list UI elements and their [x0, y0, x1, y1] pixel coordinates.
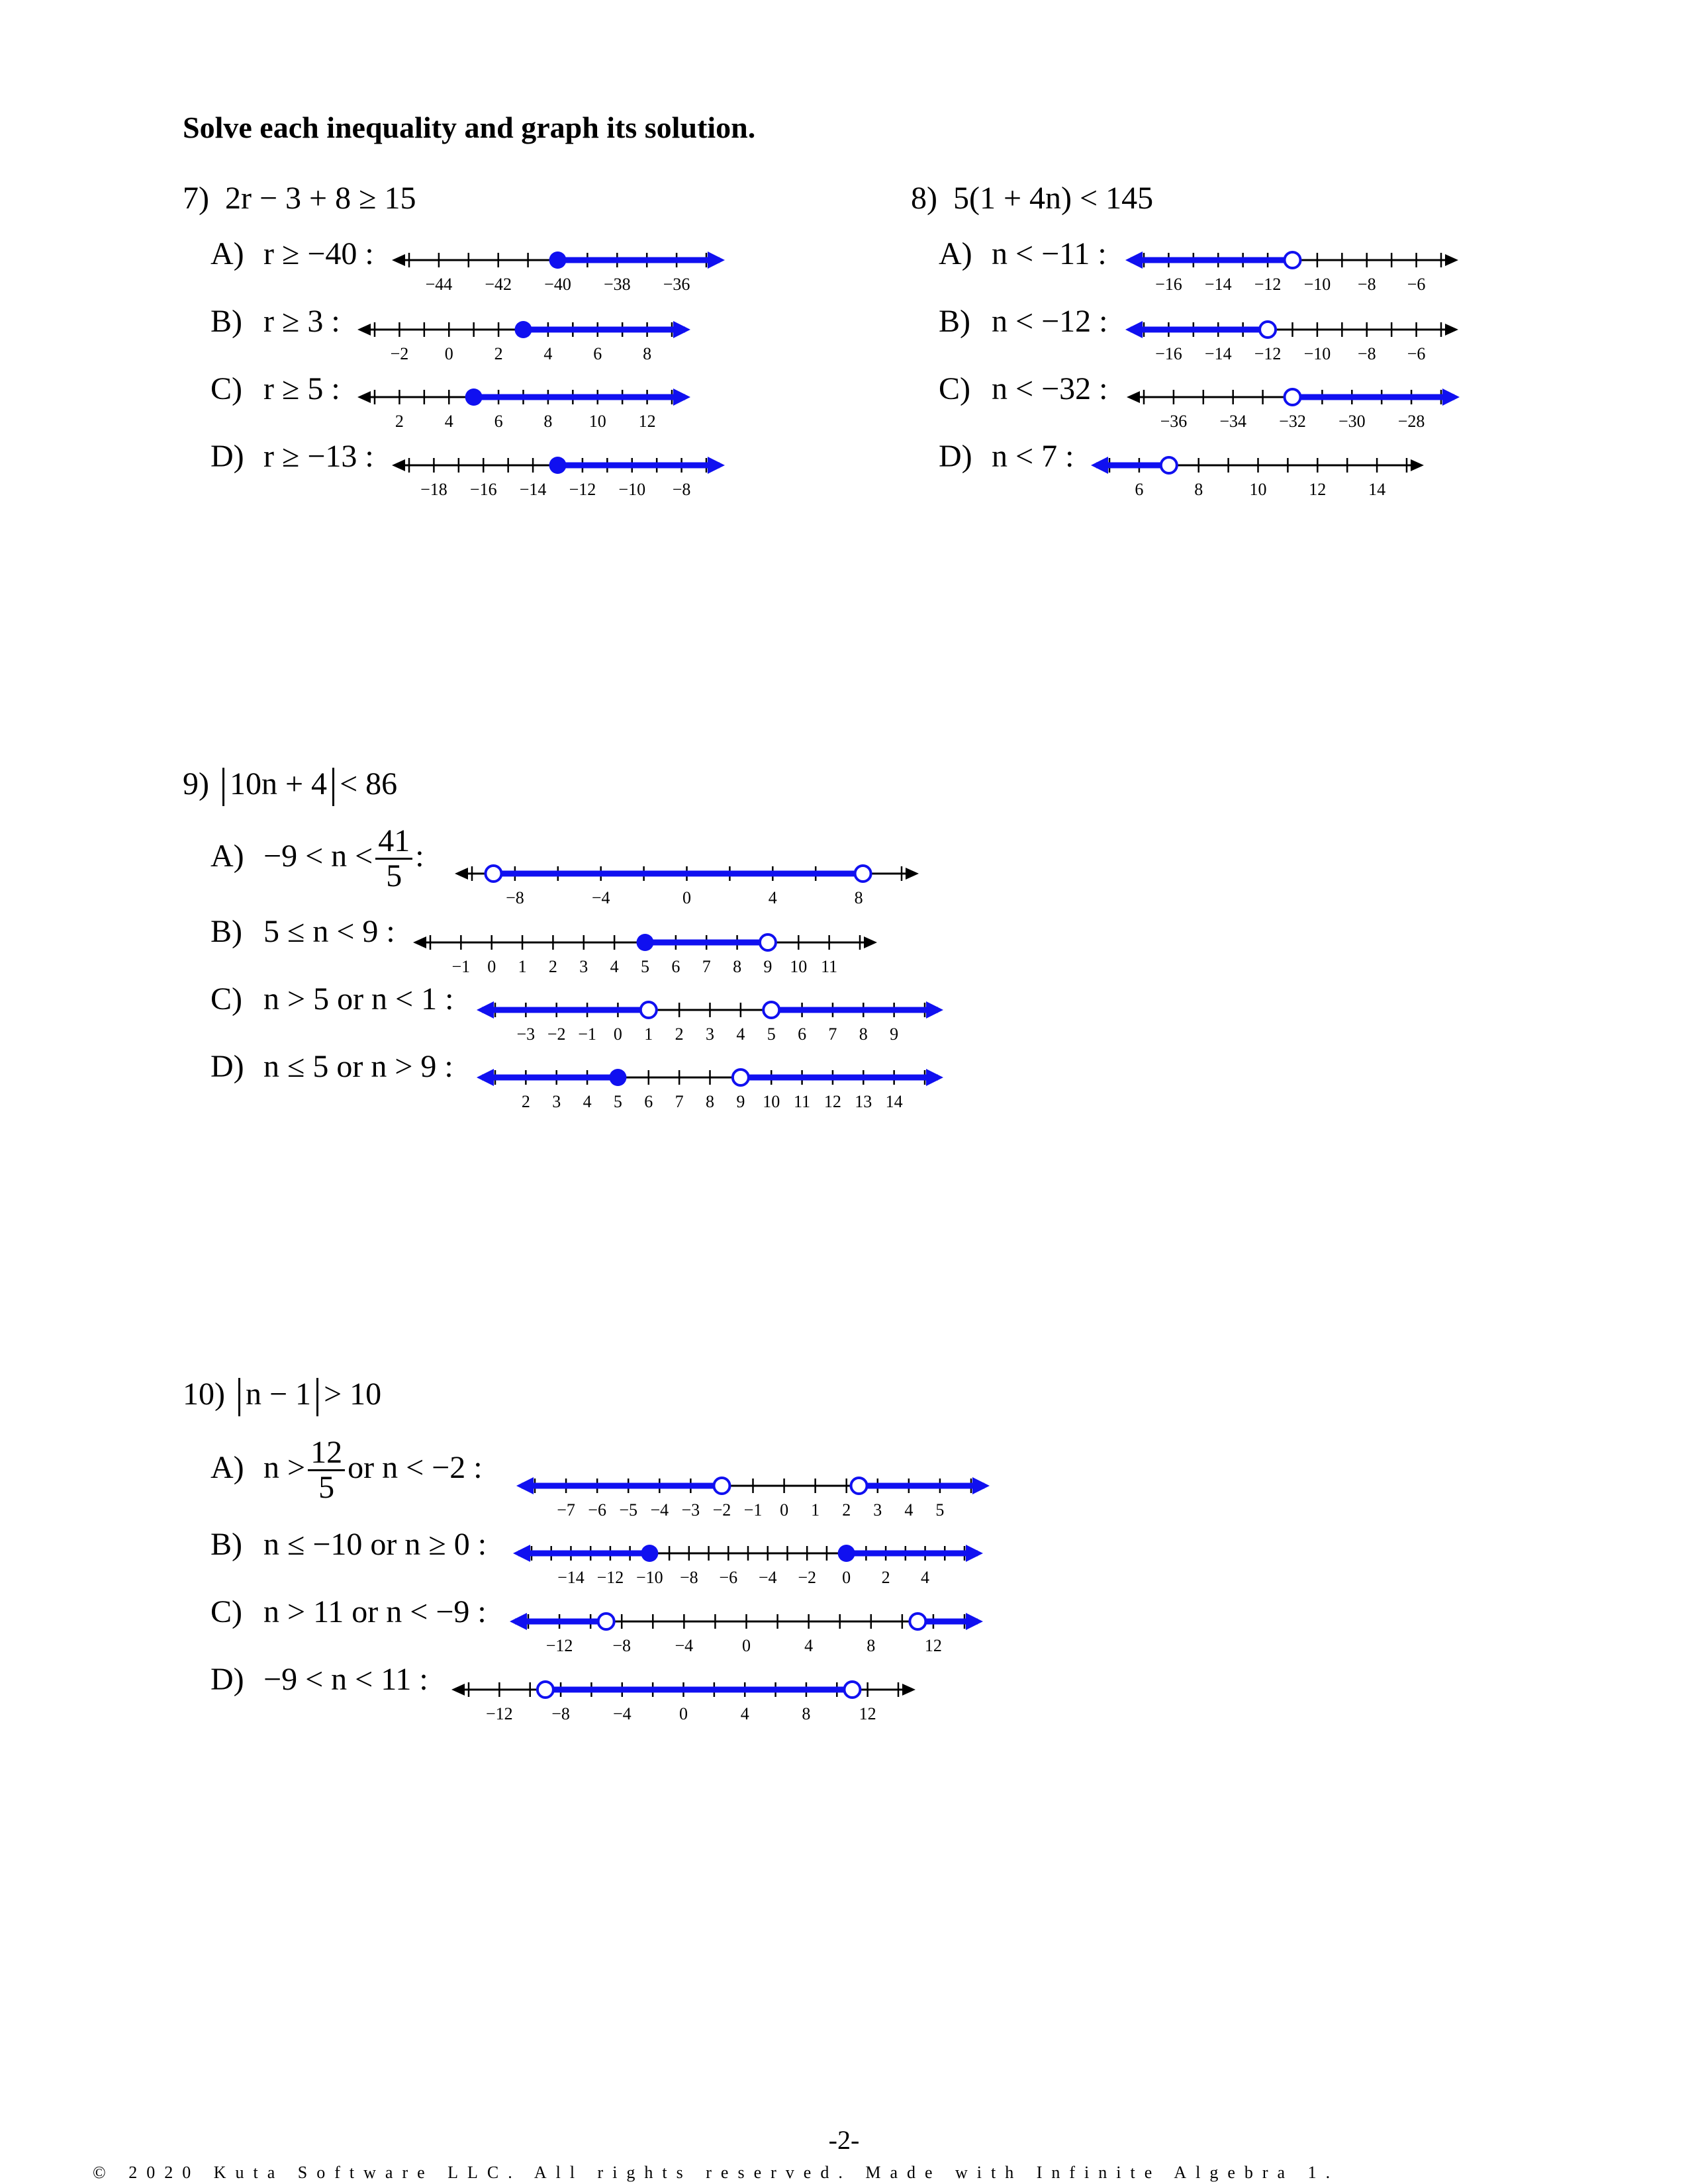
tick-label: 9: [763, 957, 773, 976]
closed-endpoint: [609, 1069, 626, 1086]
tick-label: 4: [804, 1636, 814, 1655]
tick-label: 6: [644, 1092, 653, 1111]
tick-label: −2: [712, 1500, 731, 1520]
right-arrow-icon: [966, 1545, 983, 1562]
choice-answer: n < −32 :: [992, 371, 1108, 406]
choice-10b: [211, 1529, 487, 1561]
choice-7b: [211, 306, 340, 338]
tick-label: 6: [593, 344, 602, 363]
choice-label: B): [211, 1527, 242, 1562]
tick-label: 1: [518, 957, 527, 976]
tick-label: −44: [425, 275, 453, 294]
tick-label: −4: [612, 1704, 632, 1723]
tick-label: 5: [641, 957, 649, 976]
tick-label: 0: [780, 1500, 789, 1520]
right-arrow-icon: [1445, 324, 1458, 336]
tick-label: 12: [823, 1092, 841, 1111]
choice-7a: [211, 238, 374, 270]
tick-label: −12: [569, 480, 596, 499]
choice-label: D): [939, 439, 972, 474]
tick-label: −3: [681, 1500, 700, 1520]
choice-10d: [211, 1664, 428, 1696]
open-endpoint: [538, 1682, 553, 1698]
number-line-7c: [356, 381, 690, 431]
open-endpoint: [1285, 389, 1301, 405]
tick-label: 0: [444, 344, 453, 363]
tick-label: 8: [867, 1636, 876, 1655]
problem-expression: 2r − 3 + 8 ≥ 15: [224, 181, 416, 216]
tick-label: 1: [811, 1500, 820, 1520]
choice-answer-tail: :: [415, 838, 424, 874]
choice-9c: [211, 983, 453, 1015]
number-line-8c: [1125, 381, 1460, 431]
choice-answer: r ≥ 3 :: [263, 304, 340, 339]
tick-label: 6: [798, 1024, 807, 1044]
choice-label: D): [211, 1049, 244, 1084]
choice-label: C): [939, 371, 970, 406]
right-arrow-icon: [708, 457, 725, 474]
tick-label: −10: [1303, 275, 1331, 294]
page-number: -2-: [828, 2125, 860, 2155]
tick-label: 0: [682, 888, 691, 907]
tick-label: 3: [552, 1092, 561, 1111]
right-arrow-icon: [902, 1684, 915, 1696]
tick-label: −40: [544, 275, 571, 294]
tick-label: 5: [613, 1092, 622, 1111]
tick-label: 9: [890, 1024, 899, 1044]
choice-9a: [211, 825, 424, 893]
choice-answer-tail: or n < −2 :: [348, 1449, 483, 1485]
choice-label: B): [211, 304, 242, 339]
tick-label: 2: [395, 412, 404, 431]
problem-9: [183, 768, 397, 806]
tick-label: −2: [547, 1024, 566, 1044]
choice-label: A): [939, 236, 972, 271]
open-endpoint: [910, 1614, 925, 1629]
tick-label: 10: [1249, 480, 1267, 499]
tick-label: 5: [935, 1500, 945, 1520]
choice-answer: n >: [263, 1449, 306, 1485]
tick-label: −8: [1357, 344, 1376, 363]
left-arrow-icon: [413, 936, 426, 948]
tick-label: 0: [613, 1024, 622, 1044]
closed-endpoint: [515, 321, 532, 338]
number-line-7a: [391, 244, 725, 294]
left-arrow-icon: [1091, 457, 1108, 474]
number-line-10b: [513, 1537, 983, 1587]
tick-label: 4: [921, 1568, 930, 1587]
problem-10: [183, 1378, 381, 1416]
fraction: [308, 1436, 345, 1505]
tick-label: 11: [794, 1092, 811, 1111]
tick-label: −36: [1160, 412, 1188, 431]
tick-label: −18: [420, 480, 447, 499]
right-arrow-icon: [1445, 254, 1458, 266]
problem-number: 7): [183, 181, 209, 216]
open-endpoint: [760, 934, 776, 950]
choice-answer: n > 11 or n < −9 :: [263, 1594, 487, 1629]
fraction-numerator: 12: [308, 1436, 345, 1471]
tick-label: 8: [733, 957, 742, 976]
tick-label: 14: [885, 1092, 903, 1111]
problem-rhs: > 10: [324, 1377, 382, 1412]
left-arrow-icon: [516, 1477, 534, 1494]
tick-label: −4: [675, 1636, 694, 1655]
problem-expression: 5(1 + 4n) < 145: [953, 181, 1154, 216]
tick-label: 12: [638, 412, 656, 431]
open-endpoint: [851, 1478, 867, 1494]
tick-label: −12: [1254, 344, 1282, 363]
absolute-value-bar: [222, 768, 224, 806]
open-endpoint: [855, 866, 871, 882]
open-endpoint: [641, 1002, 657, 1018]
right-arrow-icon: [708, 251, 725, 269]
tick-label: 2: [494, 344, 503, 363]
tick-label: 6: [494, 412, 503, 431]
number-line-9d: [477, 1061, 943, 1111]
choice-7c: [211, 373, 340, 405]
choice-label: D): [211, 1662, 244, 1697]
left-arrow-icon: [513, 1545, 530, 1562]
tick-label: 4: [904, 1500, 914, 1520]
choice-answer: r ≥ 5 :: [263, 371, 340, 406]
choice-answer: n > 5 or n < 1 :: [263, 981, 454, 1017]
tick-label: −6: [1407, 275, 1426, 294]
fraction-denominator: 5: [318, 1470, 335, 1506]
tick-label: 2: [881, 1568, 890, 1587]
choice-8a: [939, 238, 1107, 270]
open-endpoint: [733, 1069, 749, 1085]
choice-answer: n < −11 :: [992, 236, 1107, 271]
tick-label: −38: [603, 275, 631, 294]
right-arrow-icon: [864, 936, 877, 948]
choice-8b: [939, 306, 1107, 338]
tick-label: −12: [486, 1704, 513, 1723]
right-arrow-icon: [673, 388, 690, 406]
copyright-footer: © 2020 Kuta Software LLC. All rights reserved. Made with Infinite Algebra 1.: [93, 2163, 1340, 2182]
tick-label: 6: [1135, 480, 1144, 499]
left-arrow-icon: [451, 1684, 465, 1696]
number-line-9c: [477, 993, 943, 1044]
number-line-7d: [391, 449, 725, 499]
choice-10c: [211, 1596, 487, 1628]
tick-label: 7: [828, 1024, 837, 1044]
open-endpoint: [1161, 457, 1177, 473]
tick-label: 0: [742, 1636, 751, 1655]
tick-label: −16: [469, 480, 497, 499]
absolute-value-expression: 10n + 4: [229, 766, 328, 802]
choice-answer: −9 < n <: [263, 838, 373, 874]
number-line-8d: [1091, 449, 1425, 499]
fraction: [375, 825, 412, 893]
number-line-9b: [412, 926, 878, 976]
problem-7: [183, 183, 416, 214]
tick-label: −4: [650, 1500, 669, 1520]
tick-label: −2: [390, 344, 409, 363]
left-arrow-icon: [477, 1001, 494, 1019]
open-endpoint: [763, 1002, 779, 1018]
number-line-10c: [510, 1605, 983, 1655]
tick-label: 1: [644, 1024, 653, 1044]
tick-label: 9: [736, 1092, 745, 1111]
tick-label: 0: [679, 1704, 688, 1723]
choice-answer: r ≥ −13 :: [263, 439, 374, 474]
tick-label: 7: [702, 957, 711, 976]
choice-answer: n < −12 :: [992, 304, 1108, 339]
choice-7d: [211, 441, 374, 473]
number-line-8b: [1125, 313, 1460, 363]
tick-label: −10: [636, 1568, 663, 1587]
choice-answer: n < 7 :: [992, 439, 1074, 474]
tick-label: 4: [768, 888, 777, 907]
tick-label: −1: [743, 1500, 763, 1520]
closed-endpoint: [637, 934, 654, 951]
left-arrow-icon: [510, 1613, 527, 1630]
tick-label: −3: [516, 1024, 536, 1044]
choice-10a: [211, 1436, 483, 1505]
left-arrow-icon: [455, 868, 468, 880]
tick-label: −1: [578, 1024, 596, 1044]
tick-label: 5: [767, 1024, 776, 1044]
problem-number: 9): [183, 766, 209, 802]
left-arrow-icon: [357, 391, 371, 403]
choice-8d: [939, 441, 1074, 473]
tick-label: 0: [487, 957, 496, 976]
number-line-9a: [453, 857, 920, 907]
tick-label: −8: [672, 480, 691, 499]
choice-label: A): [211, 1449, 244, 1485]
choice-answer: n ≤ 5 or n > 9 :: [263, 1049, 453, 1084]
right-arrow-icon: [906, 868, 919, 880]
choice-9b: [211, 916, 395, 948]
tick-label: −36: [663, 275, 690, 294]
tick-label: 4: [740, 1704, 749, 1723]
choice-label: C): [211, 371, 242, 406]
choice-answer: −9 < n < 11 :: [263, 1662, 428, 1697]
open-endpoint: [1285, 252, 1301, 268]
tick-label: 12: [924, 1636, 942, 1655]
left-arrow-icon: [1125, 251, 1143, 269]
open-endpoint: [485, 866, 501, 882]
right-arrow-icon: [972, 1477, 990, 1494]
choice-label: D): [211, 439, 244, 474]
tick-label: 4: [736, 1024, 745, 1044]
problem-number: 8): [911, 181, 937, 216]
open-endpoint: [714, 1478, 729, 1494]
fraction-denominator: 5: [386, 858, 402, 894]
tick-label: 8: [1194, 480, 1203, 499]
problem-8: [911, 183, 1153, 214]
open-endpoint: [1260, 322, 1276, 338]
tick-label: −8: [506, 888, 524, 907]
tick-label: −14: [519, 480, 547, 499]
tick-label: −12: [596, 1568, 624, 1587]
tick-label: 0: [842, 1568, 851, 1587]
tick-label: 12: [859, 1704, 876, 1723]
right-arrow-icon: [966, 1613, 983, 1630]
absolute-value-expression: n − 1: [245, 1377, 312, 1412]
tick-label: −14: [1204, 344, 1232, 363]
tick-label: 12: [1309, 480, 1327, 499]
tick-label: −42: [485, 275, 512, 294]
tick-label: −6: [719, 1568, 738, 1587]
tick-label: −34: [1219, 412, 1247, 431]
tick-label: 4: [543, 344, 553, 363]
instructions-heading: Solve each inequality and graph its solution.: [183, 111, 756, 144]
left-arrow-icon: [477, 1069, 494, 1086]
closed-endpoint: [641, 1545, 658, 1562]
tick-label: −10: [618, 480, 646, 499]
tick-label: −8: [551, 1704, 570, 1723]
number-line-7b: [356, 313, 690, 363]
choice-answer: 5 ≤ n < 9 :: [263, 914, 395, 949]
tick-label: −30: [1338, 412, 1366, 431]
tick-label: 8: [802, 1704, 811, 1723]
tick-label: −14: [557, 1568, 585, 1587]
tick-label: 2: [548, 957, 557, 976]
number-line-8a: [1125, 244, 1460, 294]
fraction-numerator: 41: [375, 825, 412, 860]
choice-answer: r ≥ −40 :: [263, 236, 374, 271]
tick-label: 8: [706, 1092, 714, 1111]
tick-label: 2: [842, 1500, 851, 1520]
tick-label: 8: [859, 1024, 868, 1044]
right-arrow-icon: [1442, 388, 1460, 406]
tick-label: 4: [610, 957, 619, 976]
tick-label: −4: [591, 888, 610, 907]
tick-label: 3: [579, 957, 588, 976]
tick-label: −28: [1397, 412, 1425, 431]
number-line-10d: [450, 1673, 917, 1723]
tick-label: 10: [790, 957, 808, 976]
tick-label: −5: [619, 1500, 638, 1520]
tick-label: −16: [1155, 344, 1182, 363]
right-arrow-icon: [673, 321, 690, 338]
choice-label: A): [211, 236, 244, 271]
closed-endpoint: [549, 251, 567, 269]
tick-label: −12: [545, 1636, 573, 1655]
left-arrow-icon: [392, 254, 405, 266]
closed-endpoint: [465, 388, 483, 406]
tick-label: 8: [854, 888, 863, 907]
choice-answer: n ≤ −10 or n ≥ 0 :: [263, 1527, 487, 1562]
left-arrow-icon: [1127, 391, 1140, 403]
right-arrow-icon: [1411, 459, 1424, 471]
absolute-value-bar: [316, 1378, 318, 1416]
tick-label: −6: [588, 1500, 606, 1520]
tick-label: −8: [1357, 275, 1376, 294]
tick-label: 14: [1368, 480, 1386, 499]
right-arrow-icon: [926, 1001, 943, 1019]
absolute-value-bar: [238, 1378, 240, 1416]
tick-label: −6: [1407, 344, 1426, 363]
choice-label: B): [211, 914, 242, 949]
open-endpoint: [598, 1614, 614, 1629]
left-arrow-icon: [392, 459, 405, 471]
tick-label: −32: [1279, 412, 1306, 431]
tick-label: 10: [588, 412, 606, 431]
number-line-10a: [516, 1469, 990, 1520]
right-arrow-icon: [926, 1069, 943, 1086]
tick-label: 11: [821, 957, 838, 976]
closed-endpoint: [549, 457, 567, 474]
tick-label: 13: [855, 1092, 872, 1111]
choice-label: A): [211, 838, 244, 874]
left-arrow-icon: [1125, 321, 1143, 338]
tick-label: 2: [521, 1092, 530, 1111]
problem-rhs: < 86: [340, 766, 398, 802]
tick-label: 7: [675, 1092, 684, 1111]
tick-label: −8: [679, 1568, 698, 1587]
tick-label: 10: [763, 1092, 780, 1111]
open-endpoint: [844, 1682, 860, 1698]
tick-label: 4: [583, 1092, 592, 1111]
choice-label: C): [211, 981, 242, 1017]
tick-label: 2: [675, 1024, 684, 1044]
tick-label: −16: [1155, 275, 1182, 294]
left-arrow-icon: [357, 324, 371, 336]
choice-label: B): [939, 304, 970, 339]
tick-label: −7: [557, 1500, 575, 1520]
tick-label: −14: [1204, 275, 1232, 294]
choice-8c: [939, 373, 1107, 405]
tick-label: −10: [1303, 344, 1331, 363]
absolute-value-bar: [332, 768, 334, 806]
tick-label: 3: [873, 1500, 882, 1520]
choice-label: C): [211, 1594, 242, 1629]
problem-number: 10): [183, 1377, 225, 1412]
choice-9d: [211, 1051, 453, 1083]
tick-label: −1: [451, 957, 471, 976]
tick-label: −4: [758, 1568, 777, 1587]
tick-label: −8: [612, 1636, 632, 1655]
tick-label: 4: [444, 412, 453, 431]
tick-label: 8: [643, 344, 652, 363]
closed-endpoint: [838, 1545, 855, 1562]
tick-label: 8: [543, 412, 553, 431]
tick-label: −2: [798, 1568, 817, 1587]
tick-label: 6: [671, 957, 680, 976]
tick-label: 3: [706, 1024, 714, 1044]
tick-label: −12: [1254, 275, 1282, 294]
